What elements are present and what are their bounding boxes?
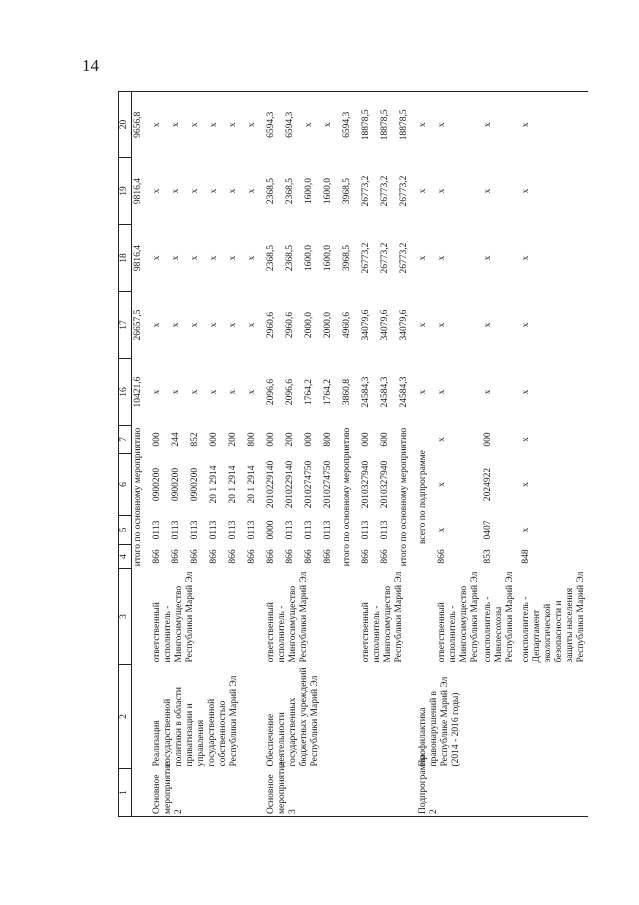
- code-cell: 000: [483, 432, 493, 447]
- code-cell: 2024922: [483, 467, 493, 502]
- value-cell: 2368,5: [266, 177, 276, 205]
- value-cell: x: [418, 188, 428, 194]
- value-cell: x: [521, 188, 531, 194]
- code-cell: 866: [266, 549, 276, 564]
- code-cell: 852: [190, 432, 200, 447]
- column-header: 19: [119, 158, 132, 225]
- header-row: [119, 92, 132, 817]
- code-cell: 0113: [152, 520, 162, 540]
- value-cell: x: [437, 255, 447, 261]
- value-cell: x: [171, 255, 181, 261]
- code-cell: 20 1 2914: [228, 465, 238, 504]
- value-cell: 34079,6: [361, 309, 371, 341]
- code-cell: 866: [171, 549, 181, 564]
- value-cell: 1764,2: [323, 378, 333, 406]
- code-cell: 866: [361, 549, 371, 564]
- value-cell: 3860,8: [342, 378, 352, 406]
- value-cell: x: [246, 92, 265, 158]
- code-cell: 0113: [190, 520, 200, 540]
- code-cell: 0113: [380, 520, 390, 540]
- value-cell: x: [151, 92, 170, 158]
- value-cell: 2368,5: [266, 244, 276, 272]
- code-cell: 2010274750: [304, 460, 314, 509]
- code-cell: 866: [209, 549, 219, 564]
- value-cell: x: [247, 389, 257, 395]
- value-cell: x: [322, 92, 341, 158]
- value-cell: 3968,5: [342, 244, 352, 272]
- subprogram-name: Подпрограмма 2: [417, 769, 588, 817]
- code-cell: 848: [521, 549, 531, 564]
- value-cell: 1764,2: [304, 378, 314, 406]
- value-cell: 26773,2: [361, 242, 371, 274]
- value-cell: 9816,4: [133, 177, 143, 205]
- value-cell: 2960,6: [266, 311, 276, 339]
- value-cell: x: [520, 92, 588, 158]
- value-cell: 1600,0: [304, 177, 314, 205]
- value-cell: x: [189, 92, 208, 158]
- code-cell: 0900200: [171, 467, 181, 502]
- measure-description: Реализация государственной политики в области приватизации и управления государственной собственностью Республики Марий Эл: [152, 675, 239, 767]
- value-cell: x: [418, 389, 428, 395]
- code-cell: 000: [152, 432, 162, 447]
- code-cell: 866: [323, 549, 333, 564]
- code-cell: 000: [266, 432, 276, 447]
- value-cell: 2096,6: [266, 378, 276, 406]
- code-cell: 866: [304, 549, 314, 564]
- value-cell: x: [152, 322, 162, 328]
- code-cell: 2010274750: [323, 460, 333, 509]
- value-cell: 34079,6: [380, 309, 390, 341]
- value-cell: 26773,2: [361, 175, 371, 207]
- code-cell: 0900200: [152, 467, 162, 502]
- value-cell: x: [521, 322, 531, 328]
- value-cell: x: [247, 188, 257, 194]
- column-header: 20: [119, 92, 132, 158]
- code-cell: 0113: [304, 520, 314, 540]
- executor-cell: соисполнитель - Минлесохозы Республики Марий Эл: [483, 571, 515, 663]
- code-cell: x: [437, 482, 447, 487]
- measure-executor: ответственный исполнитель - Мингосимущество Республики Марий Эл: [266, 571, 309, 663]
- value-cell: x: [170, 92, 189, 158]
- code-cell: 0113: [171, 520, 181, 540]
- value-cell: x: [483, 322, 493, 328]
- value-cell: x: [483, 255, 493, 261]
- value-cell: 2368,5: [285, 177, 295, 205]
- code-cell: 2010229140: [266, 460, 276, 509]
- code-cell: 800: [247, 432, 257, 447]
- executor-cell: соисполнитель - Департамент экологической безопасности и защиты населения Республики Марий Эл: [521, 571, 586, 663]
- column-header: 17: [119, 292, 132, 359]
- measure-description: Обеспечение деятельности государственных бюджетных учреждений Республики Марий Эл: [266, 667, 320, 767]
- value-cell: x: [418, 322, 428, 328]
- measure-name: Основное мероприятие 3: [265, 769, 360, 817]
- code-cell: 20 1 2914: [209, 465, 219, 504]
- code-cell: 000: [209, 432, 219, 447]
- value-cell: 26657,5: [133, 309, 143, 341]
- subtotal-label: всего по подпрограмме: [418, 449, 428, 545]
- value-cell: 9816,4: [133, 244, 143, 272]
- code-cell: 600: [380, 432, 390, 447]
- measure-executor: ответственный исполнитель - Мингосимущество Республики Марий Эл: [361, 571, 404, 663]
- code-cell: 2010327940: [380, 460, 390, 509]
- code-cell: 0113: [285, 520, 295, 540]
- code-cell: 000: [361, 432, 371, 447]
- value-cell: x: [436, 92, 482, 158]
- value-cell: x: [418, 255, 428, 261]
- value-cell: x: [228, 389, 238, 395]
- value-cell: x: [190, 389, 200, 395]
- code-cell: x: [521, 437, 531, 442]
- table-row: [151, 92, 170, 817]
- total-row: [132, 92, 152, 817]
- code-cell: 0113: [361, 520, 371, 540]
- subprogram-description: Профилактика правонарушений в Республике Марий Эл (2014 - 2016 годы): [418, 676, 461, 767]
- code-cell: 200: [228, 432, 238, 447]
- code-cell: 866: [437, 549, 447, 564]
- value-cell: x: [227, 92, 246, 158]
- executor-cell: ответственный исполнитель - Мингосимущество Республики Марий Эл: [437, 571, 480, 663]
- table-row: [360, 92, 379, 817]
- total-label: итого по основному мероприятию: [342, 427, 352, 567]
- column-header: 4: [119, 545, 132, 569]
- value-cell: x: [208, 92, 227, 158]
- code-cell: 866: [190, 549, 200, 564]
- value-cell: 3968,5: [342, 177, 352, 205]
- value-cell: 1600,0: [323, 177, 333, 205]
- rotated-table-wrapper: [118, 92, 629, 817]
- value-cell: x: [171, 188, 181, 194]
- value-cell: 2000,0: [304, 311, 314, 339]
- code-cell: 2010229140: [285, 460, 295, 509]
- value-cell: x: [152, 389, 162, 395]
- code-cell: 0000: [266, 520, 276, 540]
- code-cell: 0407: [483, 520, 493, 540]
- value-cell: 2096,6: [285, 378, 295, 406]
- value-cell: x: [417, 92, 436, 158]
- value-cell: 24584,3: [361, 376, 371, 408]
- measure-executor: ответственный исполнитель - Мингосимущество Республики Марий Эл: [152, 571, 195, 663]
- code-cell: 866: [380, 549, 390, 564]
- value-cell: 6594,3: [284, 92, 303, 158]
- column-header: 3: [119, 569, 132, 665]
- column-header: 6: [119, 454, 132, 516]
- subtotal-row: [417, 92, 436, 817]
- code-cell: 244: [171, 432, 181, 447]
- budget-table: [118, 91, 588, 817]
- code-cell: x: [521, 527, 531, 533]
- value-cell: x: [190, 322, 200, 328]
- code-cell: 866: [285, 549, 295, 564]
- value-cell: x: [521, 255, 531, 261]
- code-cell: 866: [247, 549, 257, 564]
- value-cell: x: [483, 389, 493, 395]
- value-cell: x: [209, 322, 219, 328]
- value-cell: x: [247, 255, 257, 261]
- value-cell: x: [482, 92, 520, 158]
- code-cell: 0113: [209, 520, 219, 540]
- value-cell: x: [228, 322, 238, 328]
- value-cell: x: [152, 255, 162, 261]
- code-cell: 0113: [228, 520, 238, 540]
- value-cell: 2960,6: [285, 311, 295, 339]
- value-cell: 1600,0: [304, 244, 314, 272]
- value-cell: 26773,2: [380, 242, 390, 274]
- value-cell: 2368,5: [285, 244, 295, 272]
- value-cell: x: [228, 255, 238, 261]
- code-cell: 0113: [323, 520, 333, 540]
- table-row: [265, 92, 284, 817]
- column-header: 2: [119, 665, 132, 769]
- column-header: 7: [119, 426, 132, 454]
- code-cell: 866: [228, 549, 238, 564]
- code-cell: 800: [323, 432, 333, 447]
- column-header: 16: [119, 359, 132, 426]
- code-cell: 20 1 2914: [247, 465, 257, 504]
- value-cell: x: [483, 188, 493, 194]
- code-cell: 2010327940: [361, 460, 371, 509]
- code-cell: 200: [285, 432, 295, 447]
- value-cell: x: [228, 188, 238, 194]
- code-cell: 000: [304, 432, 314, 447]
- code-cell: 853: [483, 549, 493, 564]
- measure-name: Основное мероприятие 2: [151, 769, 265, 817]
- column-header: 1: [119, 769, 132, 817]
- value-cell: 24584,3: [399, 376, 409, 408]
- value-cell: x: [437, 322, 447, 328]
- code-cell: 866: [152, 549, 162, 564]
- value-cell: x: [171, 389, 181, 395]
- value-cell: x: [437, 389, 447, 395]
- value-cell: 18878,5: [398, 92, 417, 158]
- value-cell: x: [190, 255, 200, 261]
- column-header: 18: [119, 225, 132, 292]
- value-cell: x: [190, 188, 200, 194]
- value-cell: 6594,3: [341, 92, 360, 158]
- value-cell: x: [303, 92, 322, 158]
- value-cell: 2000,0: [323, 311, 333, 339]
- value-cell: x: [209, 389, 219, 395]
- value-cell: 26773,2: [399, 175, 409, 207]
- value-cell: x: [152, 188, 162, 194]
- total-label: итого по основному мероприятию: [133, 427, 143, 567]
- value-cell: x: [521, 389, 531, 395]
- value-cell: 26773,2: [399, 242, 409, 274]
- column-header: 5: [119, 516, 132, 545]
- value-cell: x: [437, 188, 447, 194]
- code-cell: x: [437, 527, 447, 533]
- value-cell: x: [171, 322, 181, 328]
- value-cell: x: [247, 322, 257, 328]
- value-cell: x: [209, 188, 219, 194]
- value-cell: 18878,5: [360, 92, 379, 158]
- value-cell: 1600,0: [323, 244, 333, 272]
- code-cell: 0900200: [190, 467, 200, 502]
- code-cell: 0113: [247, 520, 257, 540]
- value-cell: 10421,6: [133, 376, 143, 408]
- page-number: 14: [82, 56, 99, 75]
- value-cell: 34079,6: [399, 309, 409, 341]
- value-cell: 9656,8: [132, 92, 152, 158]
- value-cell: 18878,5: [379, 92, 398, 158]
- code-cell: x: [521, 482, 531, 487]
- code-cell: x: [437, 437, 447, 442]
- value-cell: 6594,3: [265, 92, 284, 158]
- value-cell: 4960,6: [342, 311, 352, 339]
- value-cell: 26773,2: [380, 175, 390, 207]
- value-cell: 24584,3: [380, 376, 390, 408]
- value-cell: x: [209, 255, 219, 261]
- total-label: итого по основному мероприятию: [399, 427, 409, 567]
